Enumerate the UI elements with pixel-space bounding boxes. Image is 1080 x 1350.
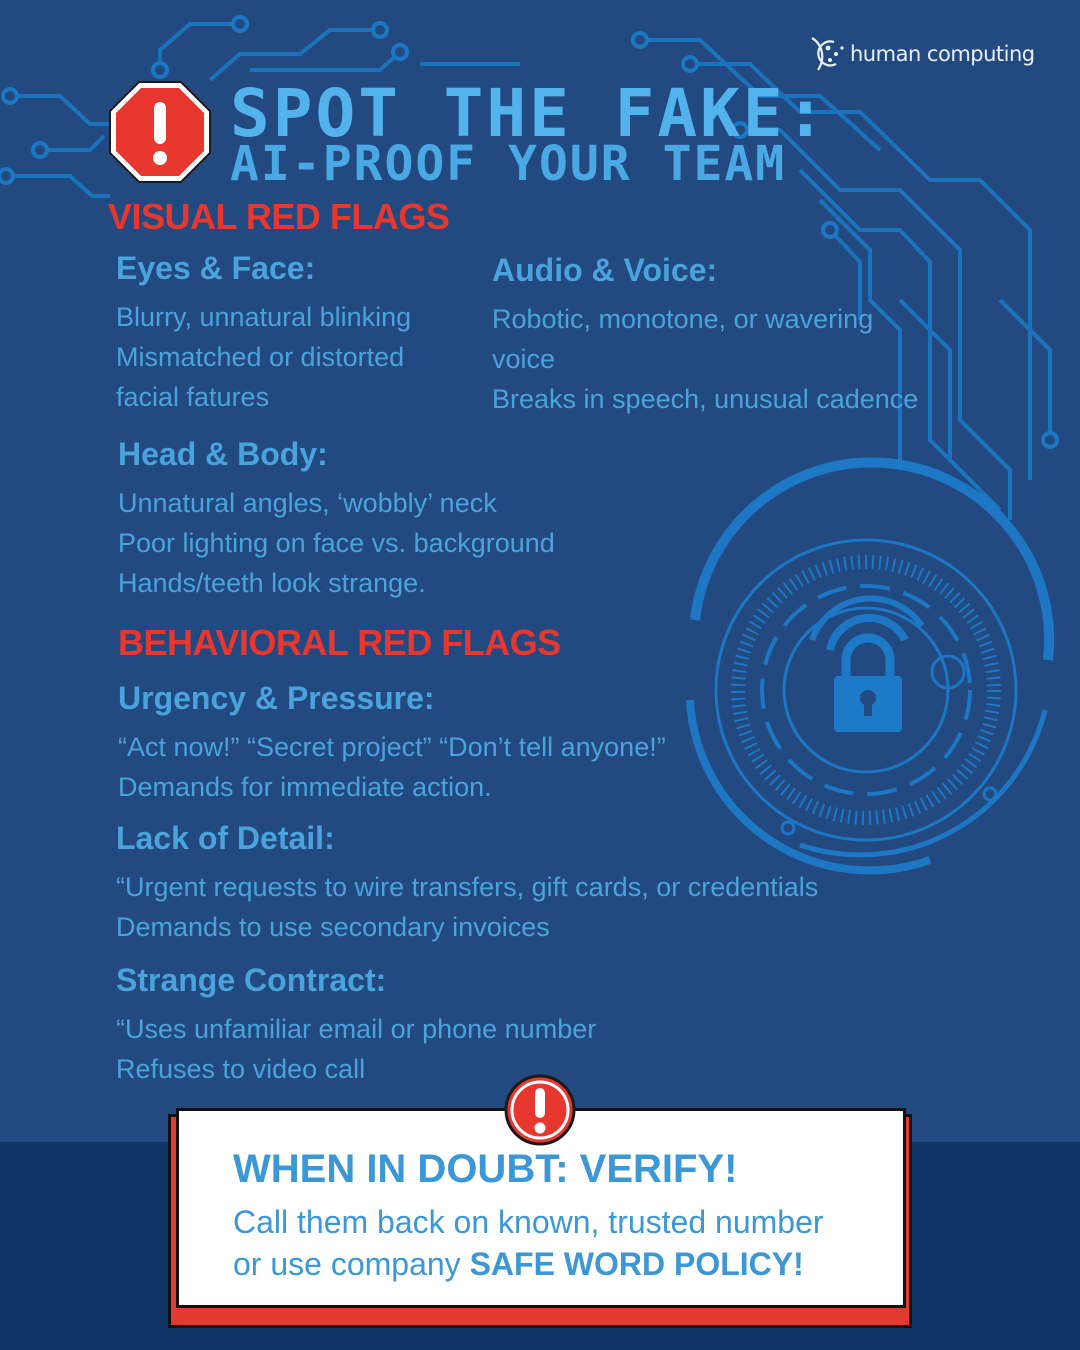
urgency-pressure-line: “Act now!” “Secret project” “Don’t tell anyone!” — [118, 732, 666, 762]
stop-sign-warning-icon — [108, 80, 212, 184]
strange-contract-title: Strange Contract: — [116, 962, 387, 998]
brand-logo — [806, 34, 1035, 74]
head-body-line: Hands/teeth look strange. — [118, 568, 426, 598]
head-body-title: Head & Body: — [118, 436, 328, 472]
strange-contract-line: Refuses to video call — [116, 1054, 366, 1084]
audio-voice-section — [492, 252, 972, 419]
audio-voice-line: Robotic, monotone, or wavering — [492, 304, 874, 334]
page-title — [230, 75, 829, 192]
urgency-pressure-title: Urgency & Pressure: — [118, 680, 435, 716]
verify-text-line-2-prefix: or use company — [233, 1246, 470, 1282]
exclamation-alert-icon — [504, 1074, 576, 1146]
eyes-face-line: Mismatched or distorted — [116, 342, 405, 372]
strange-contract-line: “Uses unfamiliar email or phone number — [116, 1014, 597, 1044]
audio-voice-line: Breaks in speech, unusual cadence — [492, 384, 919, 414]
lack-of-detail-line: “Urgent requests to wire transfers, gift cards, or credentials — [116, 872, 819, 902]
visual-red-flags-heading: VISUAL RED FLAGS — [108, 196, 450, 237]
hc-logo-icon — [806, 34, 848, 74]
head-body-line: Poor lighting on face vs. background — [118, 528, 555, 558]
head-body-section — [118, 436, 678, 603]
lack-of-detail-section — [116, 820, 936, 947]
audio-voice-line: voice — [492, 344, 556, 374]
audio-voice-title: Audio & Voice: — [492, 252, 718, 288]
padlock-icon — [834, 638, 902, 732]
lack-of-detail-title: Lack of Detail: — [116, 820, 335, 856]
eyes-face-line: facial fatures — [116, 382, 270, 412]
eyes-face-section — [116, 250, 476, 417]
behavioral-red-flags-heading: BEHAVIORAL RED FLAGS — [118, 622, 561, 663]
strange-contract-section — [116, 962, 756, 1089]
title-line-2: AI-PROOF YOUR TEAM — [230, 136, 787, 192]
verify-text-line-1: Call them back on known, trusted number — [233, 1204, 824, 1240]
lack-of-detail-line: Demands to use secondary invoices — [116, 912, 550, 942]
verify-text — [233, 1201, 893, 1285]
verify-title: WHEN IN DOUBT: VERIFY! — [233, 1147, 738, 1191]
safe-word-policy: SAFE WORD POLICY! — [469, 1246, 804, 1282]
brand-name: human computing — [850, 42, 1035, 66]
urgency-pressure-section — [118, 680, 738, 807]
eyes-face-title: Eyes & Face: — [116, 250, 316, 286]
title-line-1: SPOT THE FAKE: — [230, 75, 829, 152]
urgency-pressure-line: Demands for immediate action. — [118, 772, 492, 802]
head-body-line: Unnatural angles, ‘wobbly’ neck — [118, 488, 497, 518]
eyes-face-line: Blurry, unnatural blinking — [116, 302, 412, 332]
